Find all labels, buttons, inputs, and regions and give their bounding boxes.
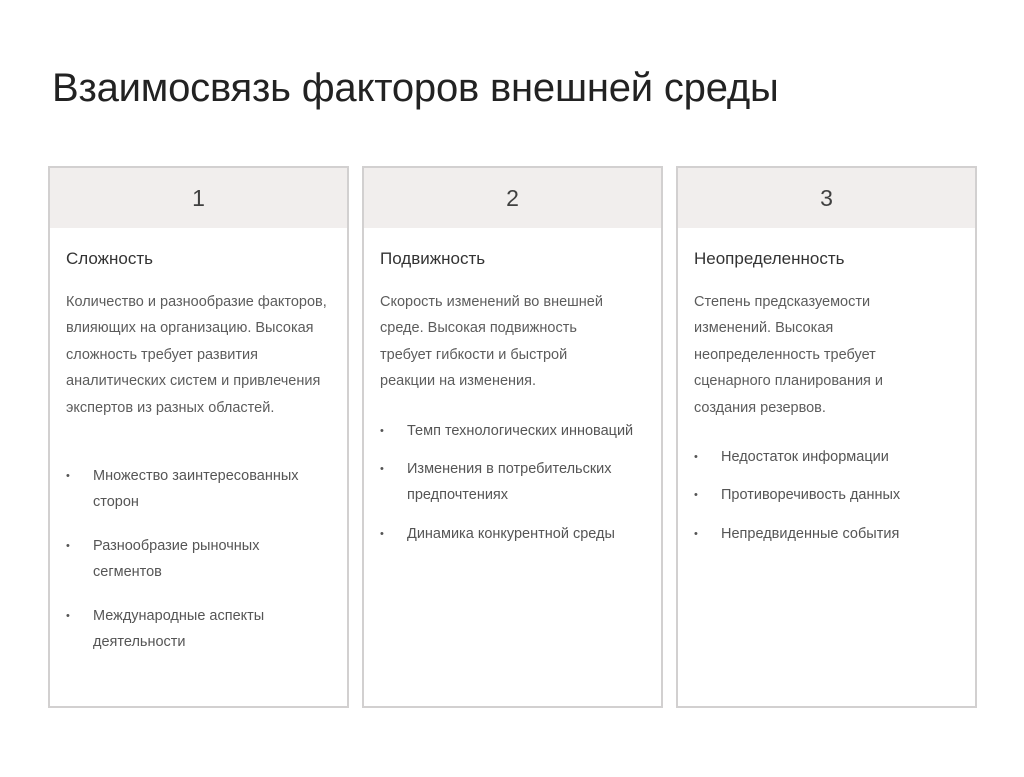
bullet-icon: • [66,609,70,622]
bullet-icon: • [66,470,70,483]
card-number: 3 [820,184,833,211]
card-number-header [364,168,661,228]
bullet-icon: • [694,451,698,464]
card-heading: Сложность [66,249,154,268]
list-item: • Непредвиденные события [694,521,964,547]
list-item: • Международные аспекты деятельности [66,603,316,656]
bullet-list [66,463,316,655]
list-item: • Противоречивость данных [694,482,964,508]
card-number-header [678,168,975,228]
bullet-icon: • [380,527,384,540]
list-item: • Разнообразие рыночных сегментов [66,533,316,586]
card-number-header [50,168,347,228]
page-title: Взаимосвязь факторов внешней среды [52,66,779,110]
bullet-icon: • [694,489,698,502]
bullet-list [694,444,964,547]
card-heading: Подвижность [380,249,486,268]
bullet-icon: • [380,424,384,437]
factor-card-uncertainty [676,166,977,708]
list-item: • Динамика конкурентной среды [380,521,655,547]
bullet-icon: • [694,527,698,540]
list-item: • Изменения в потребительских предпочтениях [380,456,617,509]
bullet-icon: • [66,539,70,552]
list-item: • Темп технологических инноваций [380,418,655,444]
bullet-icon: • [380,463,384,476]
card-heading: Неопределенность [694,249,845,268]
card-number: 2 [506,184,519,211]
bullet-list [380,418,655,548]
factor-card-complexity [48,166,349,708]
card-description: Степень предсказуемости изменений. Высокая неопределенность требует сценарного планирования и создания резервов. [694,294,884,416]
list-item: • Недостаток информации [694,444,964,470]
card-number: 1 [192,184,205,211]
card-description: Скорость изменений во внешней среде. Высокая подвижность требует гибкости и быстрой реакции на изменения. [380,294,603,390]
card-description: Количество и разнообразие факторов, влияющих на организацию. Высокая сложность требует развития аналитических систем и привлечения экспертов из разных областей. [66,294,327,416]
factor-card-dynamism [362,166,663,708]
list-item: • Множество заинтересованных сторон [66,463,316,516]
